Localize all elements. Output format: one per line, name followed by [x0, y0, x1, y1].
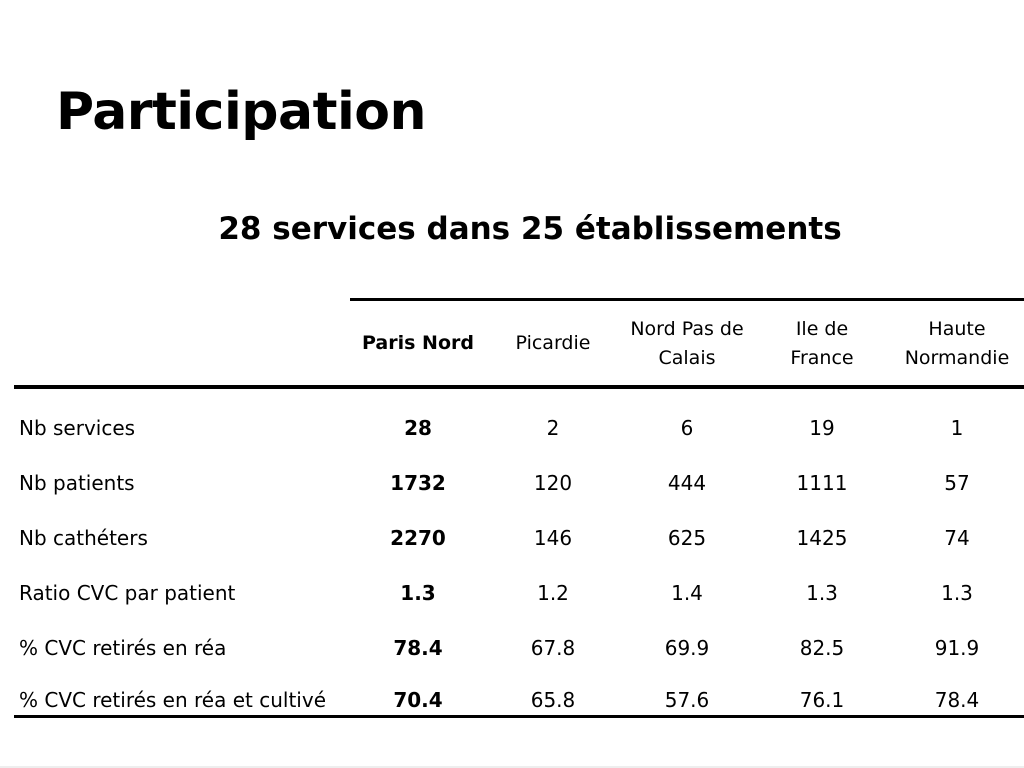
table-cell: 78.4	[934, 688, 980, 712]
column-header	[890, 302, 1024, 385]
table-cell: 57.6	[664, 688, 710, 712]
table-cell: 82.5	[799, 636, 845, 660]
column-header-line: France	[790, 346, 854, 369]
table-cell: 65.8	[530, 688, 576, 712]
table-cell: 2270	[390, 526, 446, 550]
table-cell: 74	[944, 526, 970, 550]
column-header	[351, 302, 485, 385]
row-label: % CVC retirés en réa et cultivé	[19, 688, 326, 712]
table-cell: 1	[950, 416, 964, 440]
column-header-line: Paris Nord	[362, 332, 474, 354]
table-cell: 1732	[390, 471, 446, 495]
table-cell: 444	[667, 471, 707, 495]
row-label: Nb patients	[19, 471, 135, 495]
table-cell: 120	[533, 471, 573, 495]
column-header-line: Haute	[928, 317, 986, 340]
column-header-line: Ile de	[795, 317, 849, 340]
table-cell: 625	[667, 526, 707, 550]
table-cell: 19	[809, 416, 835, 440]
row-label: Ratio CVC par patient	[19, 581, 236, 605]
table-top-rule	[350, 298, 1024, 301]
row-label: Nb services	[19, 416, 136, 440]
table-cell: 78.4	[393, 636, 443, 660]
table-cell: 91.9	[934, 636, 980, 660]
column-header-line: Normandie	[904, 346, 1010, 369]
column-header-line: Calais	[658, 346, 716, 369]
table-cell: 76.1	[799, 688, 845, 712]
table-cell: 28	[404, 416, 432, 440]
table-bottom-rule	[14, 715, 1024, 718]
row-label: % CVC retirés en réa	[19, 636, 227, 660]
table-cell: 69.9	[664, 636, 710, 660]
table-cell: 1.3	[400, 581, 436, 605]
column-header-line: Nord Pas de	[630, 317, 744, 340]
table-cell: 57	[944, 471, 970, 495]
table-cell: 1.3	[806, 581, 838, 605]
column-header	[620, 302, 754, 385]
column-header	[486, 302, 620, 385]
table-header-rule	[14, 385, 1024, 389]
table-cell: 146	[533, 526, 573, 550]
column-header	[755, 302, 889, 385]
page-subtitle: 28 services dans 25 établissements	[218, 211, 842, 247]
table-cell: 67.8	[530, 636, 576, 660]
table-cell: 1.4	[671, 581, 703, 605]
table-cell: 70.4	[393, 688, 443, 712]
table-cell: 6	[680, 416, 694, 440]
table-cell: 1.2	[537, 581, 569, 605]
table-cell: 1111	[796, 471, 848, 495]
page-title: Participation	[56, 82, 427, 142]
table-cell: 1.3	[941, 581, 973, 605]
table-cell: 2	[546, 416, 560, 440]
table-cell: 1425	[796, 526, 848, 550]
row-label: Nb cathéters	[19, 526, 148, 550]
column-header-line: Picardie	[515, 332, 591, 354]
